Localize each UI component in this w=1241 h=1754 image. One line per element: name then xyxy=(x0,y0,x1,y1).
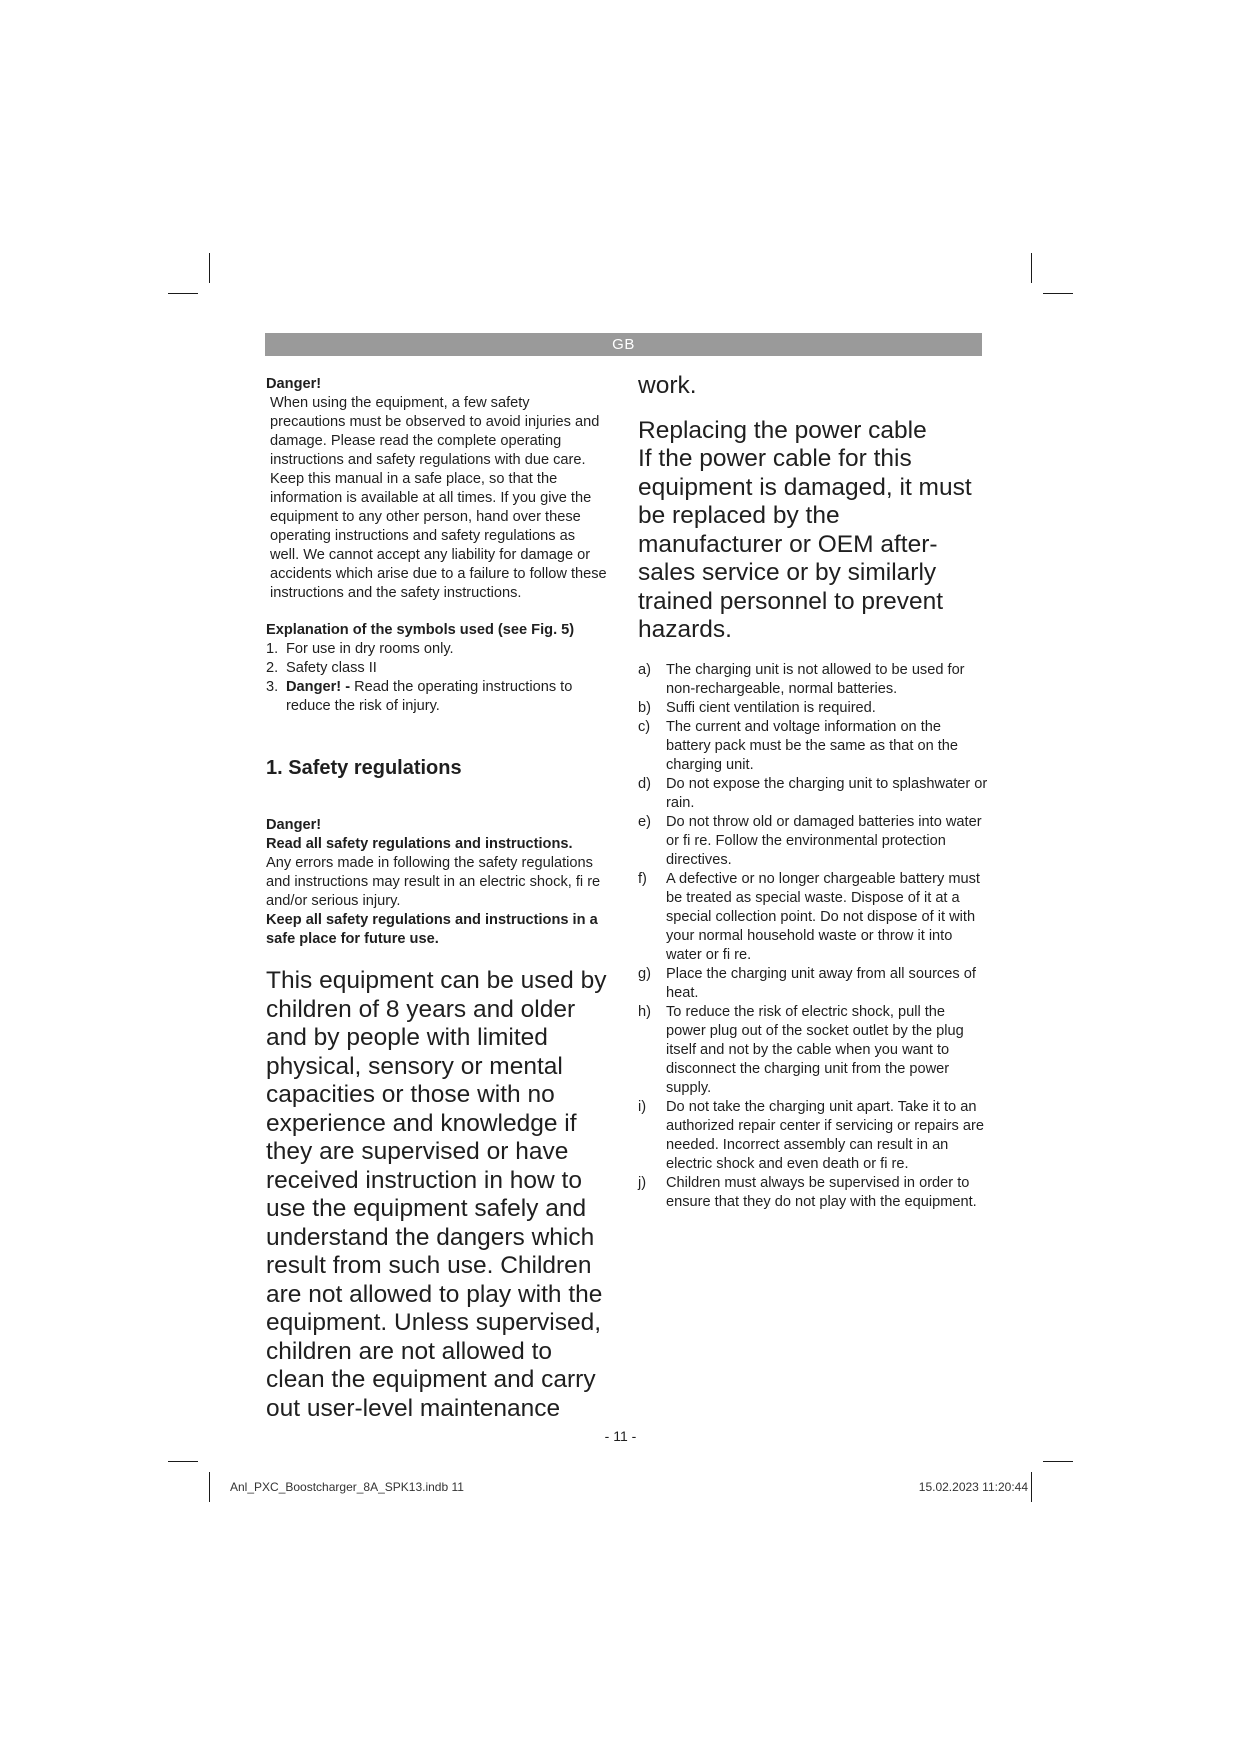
right-column xyxy=(638,372,988,1212)
danger-paragraph: When using the equipment, a few safety precautions must be observed to avoid injuries and damage. Please read the complete operating instructions and safety regulations with due care. Keep this manual in a safe place, so that the information is available at all times. If you give the equipment to any other person, hand over these operating instructions and safety regulations as well. We cannot accept any liability for damage or accidents which arise due to a failure to follow these instructions and the safety instructions. xyxy=(270,395,607,601)
symbols-list xyxy=(266,640,608,716)
crop-mark xyxy=(168,1461,198,1462)
crop-mark xyxy=(1031,1472,1032,1502)
section-title: 1. Safety regulations xyxy=(266,757,462,779)
list-item: d) Do not expose the charging unit to splashwater or rain. xyxy=(638,775,988,811)
print-timestamp: 15.02.2023 11:20:44 xyxy=(918,1480,1028,1494)
crop-mark xyxy=(209,1472,210,1502)
page-number: - 11 - xyxy=(604,1428,637,1444)
list-item: 2. Safety class II xyxy=(266,660,377,676)
list-item: 1. For use in dry rooms only. xyxy=(266,641,454,657)
list-item: e) Do not throw old or damaged batteries into water or fi re. Follow the environmental protection directives. xyxy=(638,813,982,868)
crop-mark xyxy=(168,293,198,294)
power-cable-title: Replacing the power cable xyxy=(638,416,927,444)
list-item: j) Children must always be supervised in order to ensure that they do not play with the equipment. xyxy=(638,1174,977,1210)
danger2-paragraph: Any errors made in following the safety regulations and instructions may result in an electric shock, fi re and/or serious injury. xyxy=(266,855,601,909)
danger2-bold-line: Read all safety regulations and instructions. xyxy=(266,836,573,852)
crop-mark xyxy=(1031,253,1032,283)
list-item: g) Place the charging unit away from all sources of heat. xyxy=(638,965,976,1001)
language-header-bar: GB xyxy=(265,333,982,356)
danger2-title: Danger! xyxy=(266,817,322,833)
list-item: b) Suffi cient ventilation is required. xyxy=(638,699,876,716)
crop-mark xyxy=(209,253,210,283)
list-item: 3. Danger! - Read the operating instructions to reduce the risk of injury. xyxy=(266,679,573,714)
left-column xyxy=(266,375,608,1423)
danger2-keep: Keep all safety regulations and instructions in a safe place for future use. xyxy=(266,912,598,947)
power-cable-text: If the power cable for this equipment is damaged, it must be replaced by the manufacturer or OEM after-sales service or by similarly trained personnel to prevent hazards. xyxy=(638,445,972,643)
danger-title: Danger! xyxy=(266,376,322,392)
list-item: f) A defective or no longer chargeable battery must be treated as special waste. Dispose of it at a special collection point. Do not dispose of it with your normal household waste or throw it into water or fi re. xyxy=(638,870,980,963)
symbols-title: Explanation of the symbols used (see Fig. 5) xyxy=(266,622,575,638)
list-item: a) The charging unit is not allowed to be used for non-rechargeable, normal batteries. xyxy=(638,661,965,697)
list-item: h) To reduce the risk of electric shock, pull the power plug out of the socket outlet by the plug itself and not by the cable when you want to disconnect the charging unit from the power supply. xyxy=(638,1003,964,1096)
safety-items-list xyxy=(638,661,988,1212)
list-item: i) Do not take the charging unit apart. Take it to an authorized repair center if servicing or repairs are needed. Incorrect assembly can result in an electric shock and even death or fi re. xyxy=(638,1098,984,1172)
children-notice: This equipment can be used by children of 8 years and older and by people with limited physical, sensory or mental capacities or those with no experience and knowledge if they are supervised or have received instruction in how to use the equipment safely and understand the dangers which result from such use. Children are not allowed to play with the equipment. Unless supervised, children are not allowed to clean the equipment and carry out user-level maintenance xyxy=(266,967,607,1422)
file-name: Anl_PXC_Boostcharger_8A_SPK13.indb 11 xyxy=(230,1480,464,1494)
crop-mark xyxy=(1043,1461,1073,1462)
crop-mark xyxy=(1043,293,1073,294)
children-notice-continued: work. xyxy=(638,372,697,399)
list-item: c) The current and voltage information on the battery pack must be the same as that on the charging unit. xyxy=(638,718,959,773)
